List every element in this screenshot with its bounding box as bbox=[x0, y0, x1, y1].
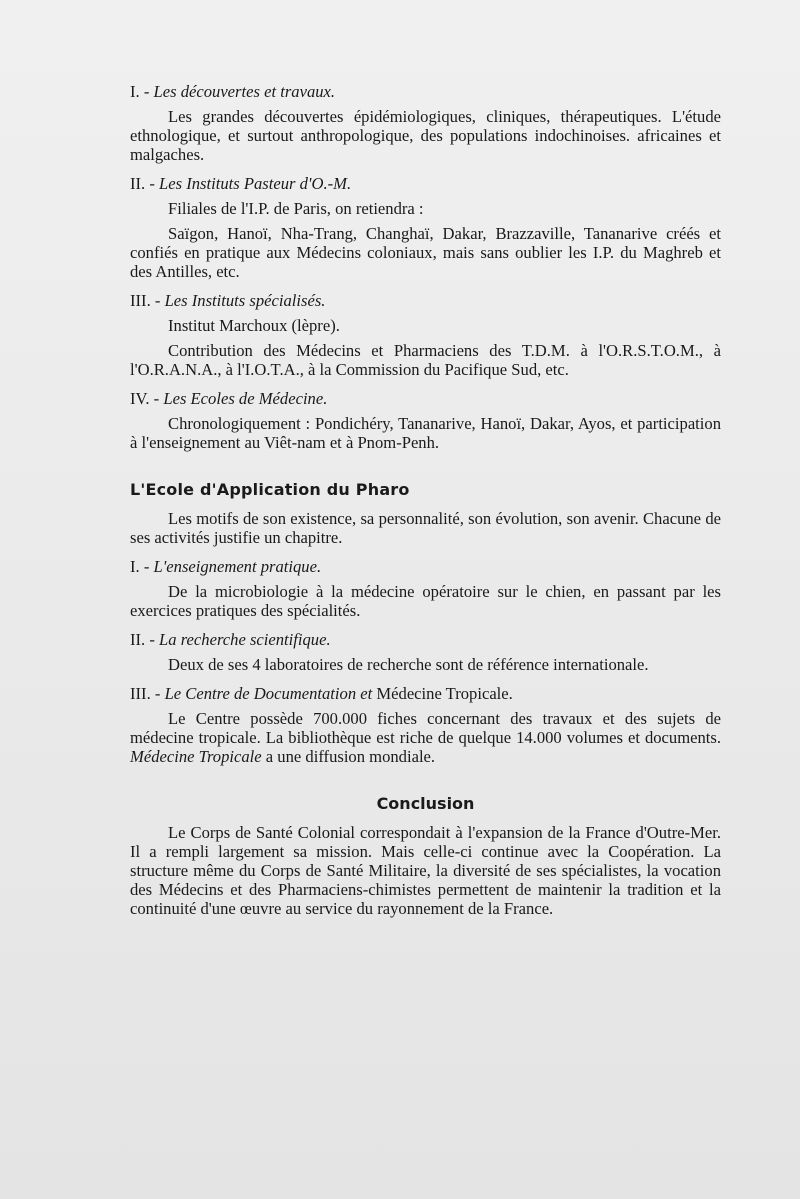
paragraph-marchoux: Institut Marchoux (lèpre). bbox=[168, 316, 340, 335]
paragraph-filiales: Filiales de l'I.P. de Paris, on retiendra : bbox=[168, 199, 424, 218]
heading-ecoles-medecine: IV. - Les Ecoles de Médecine. bbox=[130, 389, 328, 408]
paragraph-microbiologie: De la microbiologie à la médecine opératoire sur le chien, en passant par les exercices pratiques des spécialités. bbox=[130, 582, 721, 620]
paragraph-contribution: Contribution des Médecins et Pharmaciens des T.D.M. à l'O.R.S.T.O.M., à l'O.R.A.N.A., à l'I.O.T.A., à la Commission du Pacifique Sud, etc. bbox=[130, 341, 721, 379]
section-title-pharo: L'Ecole d'Application du Pharo bbox=[130, 480, 410, 499]
heading-recherche: II. - La recherche scientifique. bbox=[130, 630, 331, 649]
heading-instituts-pasteur: II. - Les Instituts Pasteur d'O.-M. bbox=[130, 174, 352, 193]
heading-enseignement: I. - L'enseignement pratique. bbox=[130, 557, 322, 576]
paragraph-chronologie: Chronologiquement : Pondichéry, Tananarive, Hanoï, Dakar, Ayos, et participation à l'enseignement au Viêt-nam et à Pnom-Penh. bbox=[130, 414, 721, 452]
heading-centre-documentation: III. - Le Centre de Documentation et Médecine Tropicale. bbox=[130, 684, 513, 703]
paragraph-laboratoires: Deux de ses 4 laboratoires de recherche sont de référence internationale. bbox=[168, 655, 649, 674]
paragraph-decouvertes: Les grandes découvertes épidémiologiques, cliniques, thérapeutiques. L'étude ethnologique, et surtout anthropologique, des populations indochinoises. africaines et malgaches. bbox=[130, 107, 721, 164]
heading-instituts-specialises: III. - Les Instituts spécialisés. bbox=[130, 291, 326, 310]
heading-decouvertes: I. - Les découvertes et travaux. bbox=[130, 82, 336, 101]
page-content bbox=[130, 82, 721, 918]
paragraph-instituts-list: Saïgon, Hanoï, Nha-Trang, Changhaï, Dakar, Brazzaville, Tananarive créés et confiés en pratique aux Médecins coloniaux, mais sans oublier les I.P. du Maghreb et des Antilles, etc. bbox=[130, 224, 721, 281]
section-title-conclusion: Conclusion bbox=[376, 794, 475, 813]
paragraph-centre: Le Centre possède 700.000 fiches concernant des travaux et des sujets de médecine tropicale. La bibliothèque est riche de quelque 14.000 volumes et documents. Médecine Tropicale a une diffusion mondiale. bbox=[130, 709, 721, 766]
paragraph-conclusion: Le Corps de Santé Colonial correspondait à l'expansion de la France d'Outre-Mer. Il a rempli largement sa mission. Mais celle-ci continue avec la Coopération. La structure même du Corps de Santé Militaire, la diversité de ses spécialistes, la vocation des Médecins et des Pharmaciens-chimistes permettent de maintenir la tradition et la continuité d'une œuvre au service du rayonnement de la France. bbox=[130, 823, 721, 918]
paragraph-motifs: Les motifs de son existence, sa personnalité, son évolution, son avenir. Chacune de ses activités justifie un chapitre. bbox=[130, 509, 721, 547]
